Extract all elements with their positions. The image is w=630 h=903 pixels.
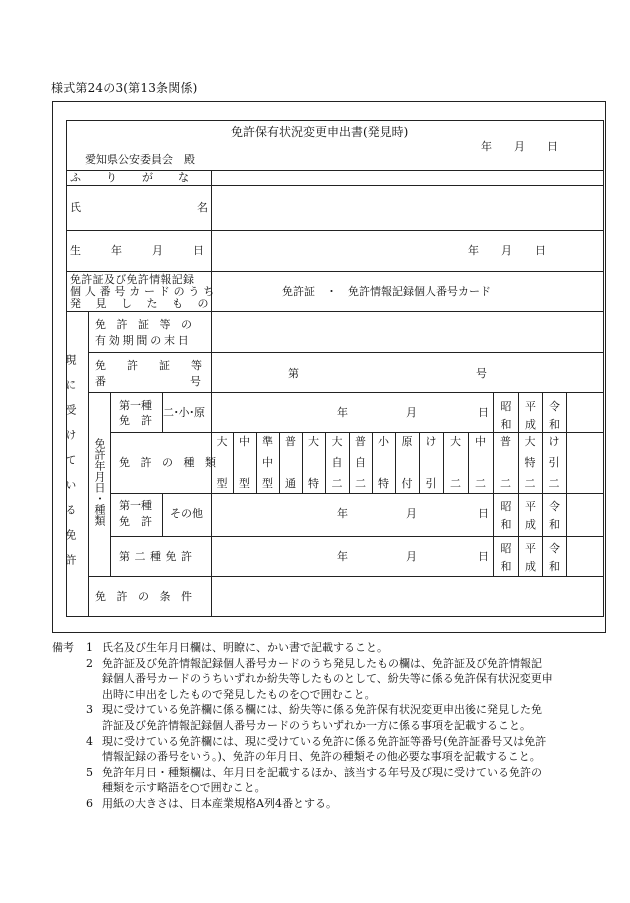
second-class-label: 第二種免許 (119, 550, 197, 563)
note-number (86, 718, 102, 734)
header-date-day: 日 (547, 140, 558, 153)
license-type-3[interactable] (256, 434, 279, 492)
license-type-char: 二 (475, 477, 486, 490)
license-type-char: 二 (548, 477, 560, 490)
second-class-year: 年 (337, 550, 348, 563)
license-type-1[interactable] (211, 434, 233, 492)
license-type-char: 普 (500, 435, 511, 448)
note-heading (52, 671, 86, 687)
note-heading (52, 702, 86, 718)
license-type-char: 二 (355, 477, 366, 490)
note-number (86, 780, 102, 796)
small-license-era-heisei[interactable] (519, 398, 542, 434)
first-class-label-line1: 第一種 (119, 399, 152, 412)
note-number (86, 671, 102, 687)
note-heading (52, 796, 86, 812)
license-type-char: け (548, 435, 560, 448)
license-type-char: 普 (285, 435, 296, 448)
first-class-other-line2: 免 許 (119, 515, 152, 528)
small-license-era-showa[interactable] (494, 398, 518, 434)
era-reiwa-label: 令和 (549, 542, 560, 573)
furigana-label: ふりがな (70, 171, 214, 184)
era-reiwa-label: 令和 (549, 400, 560, 431)
note-line (52, 702, 612, 718)
header-date-month: 月 (514, 140, 525, 153)
license-number-field[interactable] (300, 356, 470, 388)
header-date-year: 年 (481, 140, 492, 153)
license-type-char: 二 (500, 477, 511, 490)
license-type-char: 中 (262, 456, 273, 469)
form-title: 免許保有状況変更申出書(発見時) (231, 125, 409, 139)
found-label-line3: 発見したもの (70, 297, 223, 310)
license-type-char: 原 (401, 435, 413, 448)
note-heading (52, 718, 86, 734)
license-type-char: 二 (450, 477, 461, 490)
note-number: 6 (86, 796, 93, 810)
era-heisei-label: 平成 (525, 400, 536, 431)
validity-label-line1: 免許証等の (95, 318, 203, 331)
second-class-day: 日 (478, 550, 489, 563)
note-text: 出時に申出をしたもので発見したものを○で囲むこと。 (102, 687, 376, 701)
note-text: 許証及び免許情報記録個人番号カードのうちいずれか一方に係る事項を記載すること。 (102, 718, 531, 732)
license-type-char: 特 (524, 456, 536, 469)
found-options[interactable]: 免許証 ・ 免許情報記録個人番号カード (282, 285, 491, 298)
license-type-char: 特 (308, 477, 319, 490)
license-type-char: 二 (524, 477, 536, 490)
note-line (52, 718, 612, 734)
current-license-side-label: 現に受けている免許 (64, 354, 77, 579)
note-text: 免許証及び免許情報記録個人番号カードのうち発見したもの欄は、免許証及び免許情報記 (102, 656, 542, 670)
name-label: 氏名 (70, 201, 324, 214)
note-line (52, 780, 612, 796)
notes-list (52, 640, 612, 812)
license-type-char: 大 (308, 435, 319, 448)
license-type-7[interactable] (349, 434, 372, 492)
license-type-char: 付 (401, 477, 413, 490)
first-class-other-line1: 第一種 (119, 499, 152, 512)
second-class-era-showa[interactable] (494, 540, 518, 576)
note-number: 4 (86, 734, 93, 748)
note-text: 現に受けている免許欄に係る欄には、紛失等に係る免許保有状況変更申出後に発見した免 (102, 703, 542, 717)
notes-section (52, 640, 612, 812)
note-line (52, 734, 612, 750)
era-showa-label: 昭和 (500, 542, 512, 573)
license-type-char: 大 (524, 435, 536, 448)
license-type-12[interactable] (468, 434, 493, 492)
license-type-char: 大 (331, 435, 343, 448)
conditions-label: 免許の条件 (95, 590, 203, 603)
license-number-prefix: 第 (288, 367, 299, 380)
small-license-day: 日 (478, 406, 489, 419)
license-date-type-side-label: 免許年月日・種類 (93, 438, 106, 526)
license-types-label: 免許の種類 (119, 456, 227, 469)
birth-year: 年 (468, 244, 479, 257)
other-license-month: 月 (406, 507, 417, 520)
license-type-char: 中 (475, 435, 486, 448)
application-table (66, 120, 604, 617)
note-number: 1 (86, 641, 93, 654)
found-label-line2: 個人番号カードのうち (70, 285, 218, 298)
note-number: 2 (86, 656, 93, 670)
license-type-char: 特 (378, 477, 389, 490)
other-license-era-heisei[interactable] (519, 498, 542, 534)
note-text: 現に受けている免許欄には、現に受けている免許に係る免許証等番号(免許証番号又は免許 (102, 734, 547, 748)
note-text: 録個人番号カードのうちいずれか紛失等したものとして、紛失等に係る免許保有状況変更申 (102, 672, 553, 686)
conditions-field[interactable] (212, 577, 604, 616)
license-type-char: 大 (216, 435, 228, 448)
other-license-year: 年 (337, 507, 348, 520)
license-number-label-line2: 番号 (95, 375, 285, 388)
license-number-label-line1: 免許証等 (95, 359, 223, 372)
note-heading (52, 687, 86, 703)
validity-label-line2: 有効期間の末日 (95, 334, 192, 347)
era-reiwa-label: 令和 (549, 500, 560, 531)
note-line (52, 765, 612, 781)
license-type-char: 型 (216, 477, 228, 490)
note-heading: 備考 (52, 641, 74, 654)
note-text: 種類を示す略語を○で囲むこと。 (102, 781, 266, 795)
era-heisei-label: 平成 (525, 500, 536, 531)
first-class-label-line2: 免 許 (119, 414, 152, 427)
license-type-char: 引 (425, 477, 437, 490)
note-line (52, 656, 612, 672)
license-type-9[interactable] (395, 434, 419, 492)
license-type-char: 普 (355, 435, 366, 448)
license-type-char: 引 (548, 456, 560, 469)
era-showa-label: 昭和 (500, 400, 512, 431)
note-text: 氏名及び生年月日欄は、明瞭に、かい書で記載すること。 (102, 641, 388, 654)
second-class-era-heisei[interactable] (519, 540, 542, 576)
license-type-4[interactable] (279, 434, 302, 492)
note-line (52, 687, 612, 703)
license-type-2[interactable] (233, 434, 256, 492)
addressee: 愛知県公安委員会 殿 (85, 153, 195, 166)
license-number-suffix: 号 (476, 367, 487, 380)
other-license-day: 日 (478, 507, 489, 520)
note-heading (52, 765, 86, 781)
small-license-era-reiwa[interactable] (543, 398, 566, 434)
license-type-char: 小 (378, 435, 389, 448)
second-class-month: 月 (406, 550, 417, 563)
birth-date-field[interactable] (212, 231, 604, 271)
license-type-14[interactable] (518, 434, 542, 492)
license-type-char: 型 (239, 477, 250, 490)
furigana-field[interactable] (212, 171, 604, 185)
era-heisei-label: 平成 (525, 542, 536, 573)
license-type-char: 型 (262, 477, 273, 490)
name-field[interactable] (212, 186, 604, 230)
note-line (52, 640, 612, 656)
license-type-8[interactable] (372, 434, 395, 492)
form-reference: 様式第24の3(第13条関係) (51, 81, 198, 95)
birth-day: 日 (535, 244, 546, 257)
license-type-char: 二 (331, 477, 343, 490)
license-type-5[interactable] (302, 434, 325, 492)
small-license-month: 月 (406, 406, 417, 419)
note-text: 情報記録の番号をいう。)、免許の年月日、免許の種類その他必要な事項を記載すること。 (102, 750, 541, 764)
note-number: 5 (86, 765, 93, 779)
note-line (52, 796, 612, 812)
era-showa-label: 昭和 (500, 500, 512, 531)
note-line (52, 749, 612, 765)
note-text: 用紙の大きさは、日本産業規格A列4番とする。 (102, 796, 337, 810)
found-label-line1: 免許証及び免許情報記録 (70, 273, 195, 286)
license-type-char: 自 (355, 456, 366, 469)
license-type-char: 通 (285, 477, 296, 490)
birth-month: 月 (501, 244, 512, 257)
license-type-15[interactable] (542, 434, 566, 492)
note-number (86, 687, 102, 703)
birth-date-label: 生年月日 (70, 244, 234, 257)
validity-field[interactable] (212, 312, 604, 352)
license-type-10[interactable] (419, 434, 443, 492)
note-text: 免許年月日・種類欄は、年月日を記載するほか、該当する年号及び現に受けている免許の (102, 765, 542, 779)
license-type-char: 大 (450, 435, 461, 448)
note-heading (52, 734, 86, 750)
license-type-6[interactable] (325, 434, 349, 492)
license-type-13[interactable] (493, 434, 518, 492)
license-type-char: 自 (331, 456, 343, 469)
note-number: 3 (86, 703, 93, 717)
note-line (52, 671, 612, 687)
license-type-char: け (425, 435, 437, 448)
note-heading (52, 749, 86, 765)
other-license-label: その他 (170, 507, 203, 520)
note-number (86, 749, 102, 765)
small-license-types: 二･小･原 (163, 406, 205, 419)
license-type-11[interactable] (443, 434, 468, 492)
note-heading (52, 656, 86, 672)
other-license-era-reiwa[interactable] (543, 498, 566, 534)
license-type-char: 中 (239, 435, 250, 448)
other-license-era-showa[interactable] (494, 498, 518, 534)
second-class-era-reiwa[interactable] (543, 540, 566, 576)
small-license-year: 年 (337, 406, 348, 419)
license-type-char: 準 (262, 435, 273, 448)
note-heading (52, 780, 86, 796)
